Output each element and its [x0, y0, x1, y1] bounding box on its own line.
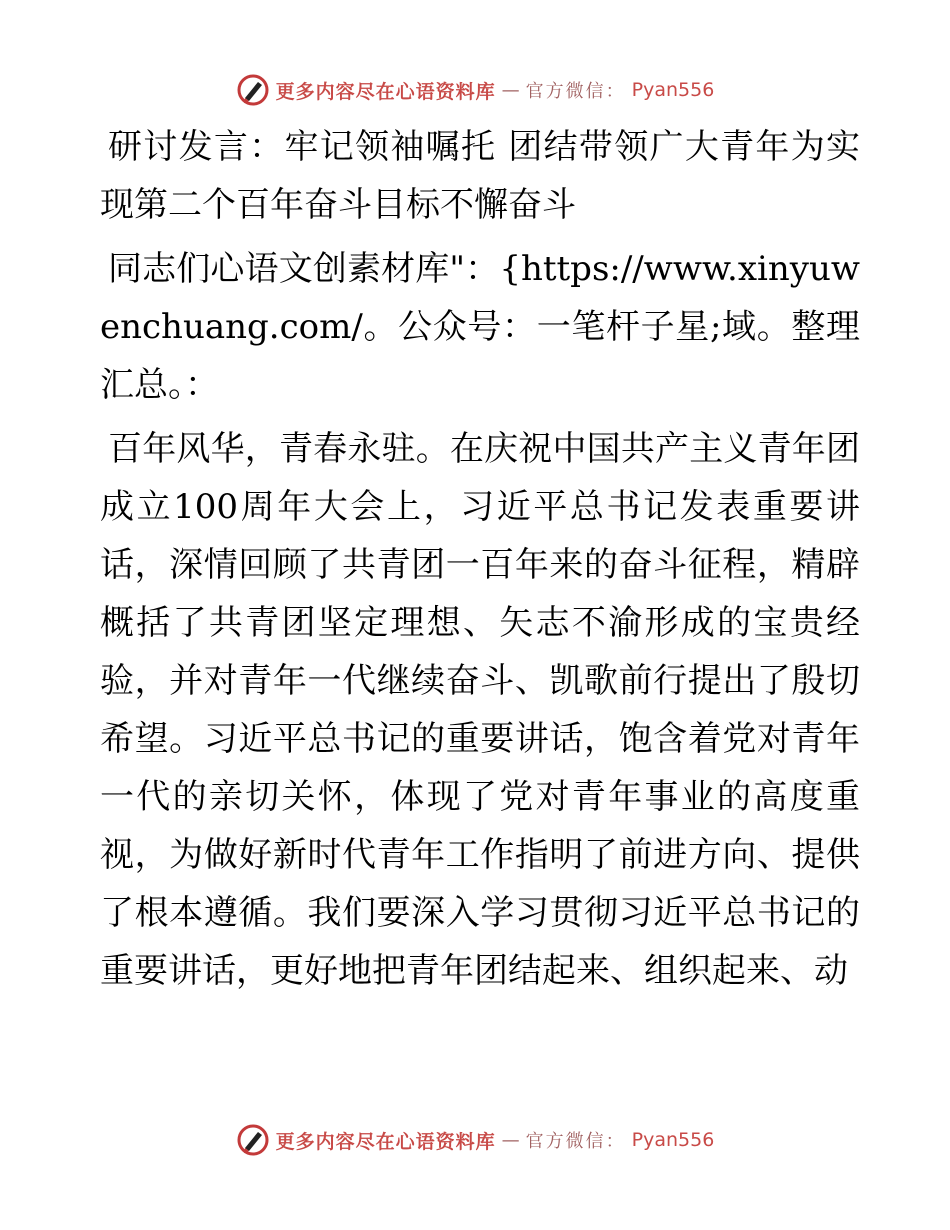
pen-logo-icon	[236, 1123, 270, 1157]
pen-logo-icon	[236, 73, 270, 107]
banner-account: Pyan556	[631, 1129, 715, 1151]
banner-dash: —	[501, 1129, 520, 1151]
source-note: 同志们心语文创素材库"：{https://www.xinyuwenchuang.com/。公众号：一笔杆子星;域。整理汇总。：	[100, 249, 860, 405]
header-banner	[0, 70, 950, 110]
document-title: 研讨发言：牢记领袖嘱托 团结带领广大青年为实现第二个百年奋斗目标不懈奋斗	[100, 127, 860, 225]
banner-main-text: 更多内容尽在心语资料库	[275, 1130, 496, 1153]
banner-dash: —	[501, 79, 520, 101]
banner-account: Pyan556	[631, 79, 715, 101]
banner-wechat-label: 官方微信：	[525, 1131, 626, 1152]
banner-main-text: 更多内容尽在心语资料库	[275, 80, 496, 103]
document-content	[100, 118, 860, 1006]
banner-wechat-label: 官方微信：	[525, 81, 626, 102]
footer-banner	[0, 1120, 950, 1160]
body-paragraph: 百年风华，青春永驻。在庆祝中国共产主义青年团成立100周年大会上，习近平总书记发表重要讲话，深情回顾了共青团一百年来的奋斗征程，精辟概括了共青团坚定理想、矢志不渝形成的宝贵经验，并对青年一代继续奋斗、凯歌前行提出了殷切希望。习近平总书记的重要讲话，饱含着党对青年一代的亲切关怀，体现了党对青年事业的高度重视，为做好新时代青年工作指明了前进方向、提供了根本遵循。我们要深入学习贯彻习近平总书记的重要讲话，更好地把青年团结起来、组织起来、动	[100, 429, 860, 991]
